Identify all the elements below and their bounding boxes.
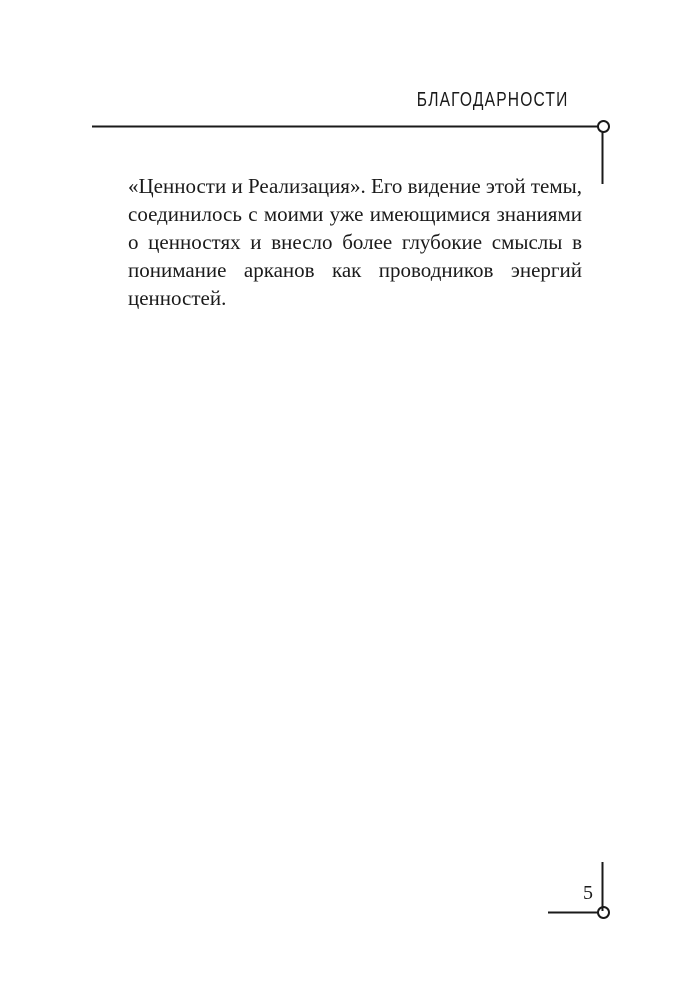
page-number: 5 bbox=[583, 882, 593, 904]
body-paragraph: «Ценности и Реализация». Его видение этой темы, соединилось с моими уже имеющимися знаниями о ценностях и внесло более глубокие смыслы в понимание арканов как проводников энергий ценностей. bbox=[128, 174, 582, 310]
running-header-title: БЛАГОДАРНОСТИ bbox=[417, 89, 569, 111]
